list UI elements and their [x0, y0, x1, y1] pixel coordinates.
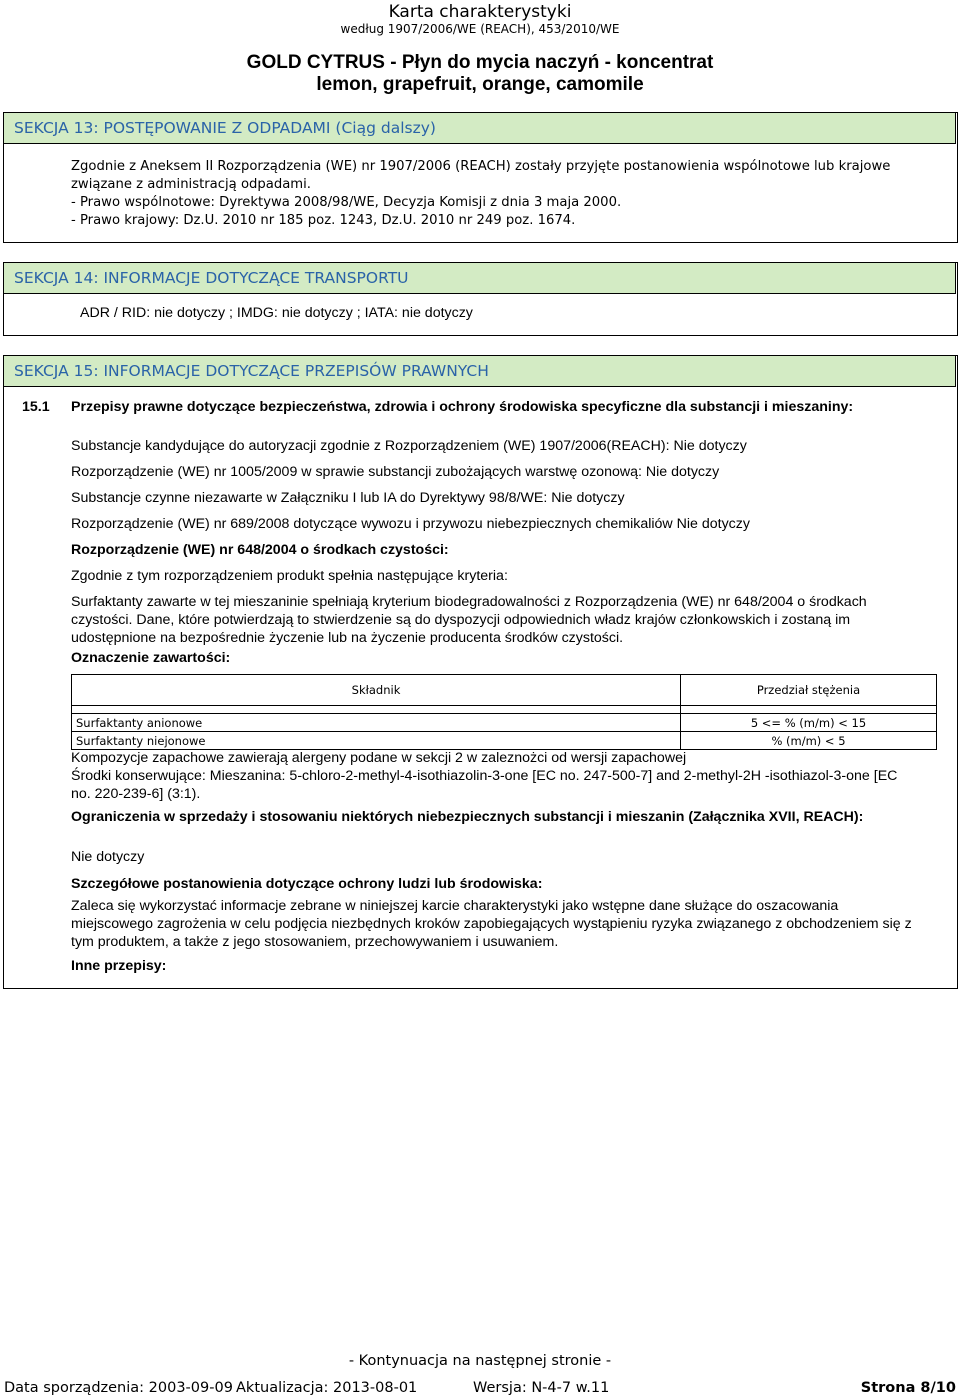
transport-info: ADR / RID: nie dotyczy ; IMDG: nie dotyczy ; IATA: nie dotyczy: [80, 305, 473, 321]
regulation-reference: według 1907/2006/WE (REACH), 453/2010/WE: [340, 22, 620, 36]
surfactant-text: czystości. Dane, które potwierdzają to stwierdzenie są do dyspozycji odpowiednich władz krajów członkowskich i zostaną im: [71, 612, 851, 628]
product-variants: lemon, grapefruit, orange, camomile: [316, 74, 644, 95]
protection-heading: Szczegółowe postanowienia dotyczące ochrony ludzi lub środowiska:: [71, 876, 543, 892]
product-name: GOLD CYTRUS - Płyn do mycia naczyń - koncentrat: [246, 52, 714, 73]
section-13-line: - Prawo wspólnotowe: Dyrektywa 2008/98/WE, Decyzja Komisji z dnia 3 maja 2000.: [71, 195, 622, 210]
composition-table: [71, 674, 937, 750]
restrictions-heading: Ograniczenia w sprzedaży i stosowaniu niektórych niebezpiecznych substancji i mieszanin (Załącznika XVII, REACH):: [71, 809, 864, 825]
section-13-title: SEKCJA 13: POSTĘPOWANIE Z ODPADAMI (Ciąg dalszy): [3, 112, 956, 144]
regulation-item: Rozporządzenie (WE) nr 689/2008 dotyczące wywozu i przywozu niebezpiecznych chemikaliów Nie dotyczy: [71, 516, 750, 532]
ingredient-cell: Surfaktanty niejonowe: [72, 732, 681, 750]
protection-text: miejscowego zagrożenia w celu podjęcia niezbędnych kroków zapobiegających wystąpieniu ryzyka związanego z obchodzeniem się z: [71, 916, 912, 932]
document-type: Karta charakterystyki: [388, 2, 572, 22]
column-header-concentration: Przedział stężenia: [681, 675, 937, 706]
preservatives-text: no. 220-239-6] (3:1).: [71, 786, 201, 802]
detergent-regulation-heading: Rozporządzenie (WE) nr 648/2004 o środkach czystości:: [71, 542, 449, 558]
restrictions-value: Nie dotyczy: [71, 849, 145, 865]
subsection-number: 15.1: [22, 399, 50, 415]
fragrance-allergens: Kompozycje zapachowe zawierają alergeny podane w sekcji 2 w zaleznożci od wersji zapachowej: [71, 750, 687, 766]
table-row: [72, 732, 937, 750]
continuation-note: - Kontynuacja na następnej stronie -: [348, 1353, 612, 1369]
creation-date: Data sporządzenia: 2003-09-09: [4, 1380, 233, 1396]
table-row: [72, 714, 937, 732]
section-13-line: Zgodnie z Aneksem II Rozporządzenia (WE) nr 1907/2006 (REACH) zostały przyjęte postanowienia wspólnotowe lub krajowe: [71, 159, 891, 174]
update-date: Aktualizacja: 2013-08-01: [236, 1380, 418, 1396]
column-header-ingredient: Składnik: [72, 675, 681, 706]
surfactant-text: udostępnione na bezpośrednie życzenie lub na życzenie producenta środków czystości.: [71, 630, 624, 646]
page-number: Strona 8/10: [860, 1380, 956, 1396]
detergent-intro: Zgodnie z tym rozporządzeniem produkt spełnia następujące kryteria:: [71, 568, 508, 584]
concentration-cell: 5 <= % (m/m) < 15: [681, 714, 937, 732]
subsection-title: Przepisy prawne dotyczące bezpieczeństwa, zdrowia i ochrony środowiska specyficzne dla substancji i mieszaniny:: [71, 399, 854, 415]
regulation-item: Substancje kandydujące do autoryzacji zgodnie z Rozporządzeniem (WE) 1907/2006(REACH): Nie dotyczy: [71, 438, 747, 454]
version: Wersja: N-4-7 w.11: [473, 1380, 610, 1396]
labelling-heading: Oznaczenie zawartości:: [71, 650, 231, 666]
protection-text: Zaleca się wykorzystać informacje zebrane w niniejszej karcie charakterystyki jako wstępne dane służące do oszacowania: [71, 898, 839, 914]
ingredient-cell: Surfaktanty anionowe: [72, 714, 681, 732]
section-13-line: - Prawo krajowy: Dz.U. 2010 nr 185 poz. 1243, Dz.U. 2010 nr 249 poz. 1674.: [71, 213, 576, 228]
regulation-item: Rozporządzenie (WE) nr 1005/2009 w sprawie substancji zubożających warstwę ozonową: Nie dotyczy: [71, 464, 720, 480]
other-regulations-heading: Inne przepisy:: [71, 958, 167, 974]
protection-text: tym produktem, a także z jego stosowaniem, przechowywaniem i usuwaniem.: [71, 934, 559, 950]
table-spacer: [72, 706, 937, 714]
section-15-title: SEKCJA 15: INFORMACJE DOTYCZĄCE PRZEPISÓW PRAWNYCH: [3, 355, 956, 387]
concentration-cell: % (m/m) < 5: [681, 732, 937, 750]
preservatives-text: Środki konserwujące: Mieszanina: 5-chloro-2-methyl-4-isothiazolin-3-one [EC no. 247-500-7] and 2-methyl-2H -isothiazol-3-one [EC: [71, 768, 898, 784]
section-13-line: związane z administracją odpadami.: [71, 177, 311, 192]
regulation-item: Substancje czynne niezawarte w Załączniku I lub IA do Dyrektywy 98/8/WE: Nie dotyczy: [71, 490, 625, 506]
surfactant-text: Surfaktanty zawarte w tej mieszaninie spełniają kryterium biodegradowalności z Rozporządzenia (WE) nr 648/2004 o środkach: [71, 594, 867, 610]
section-14-title: SEKCJA 14: INFORMACJE DOTYCZĄCE TRANSPORTU: [3, 262, 956, 294]
